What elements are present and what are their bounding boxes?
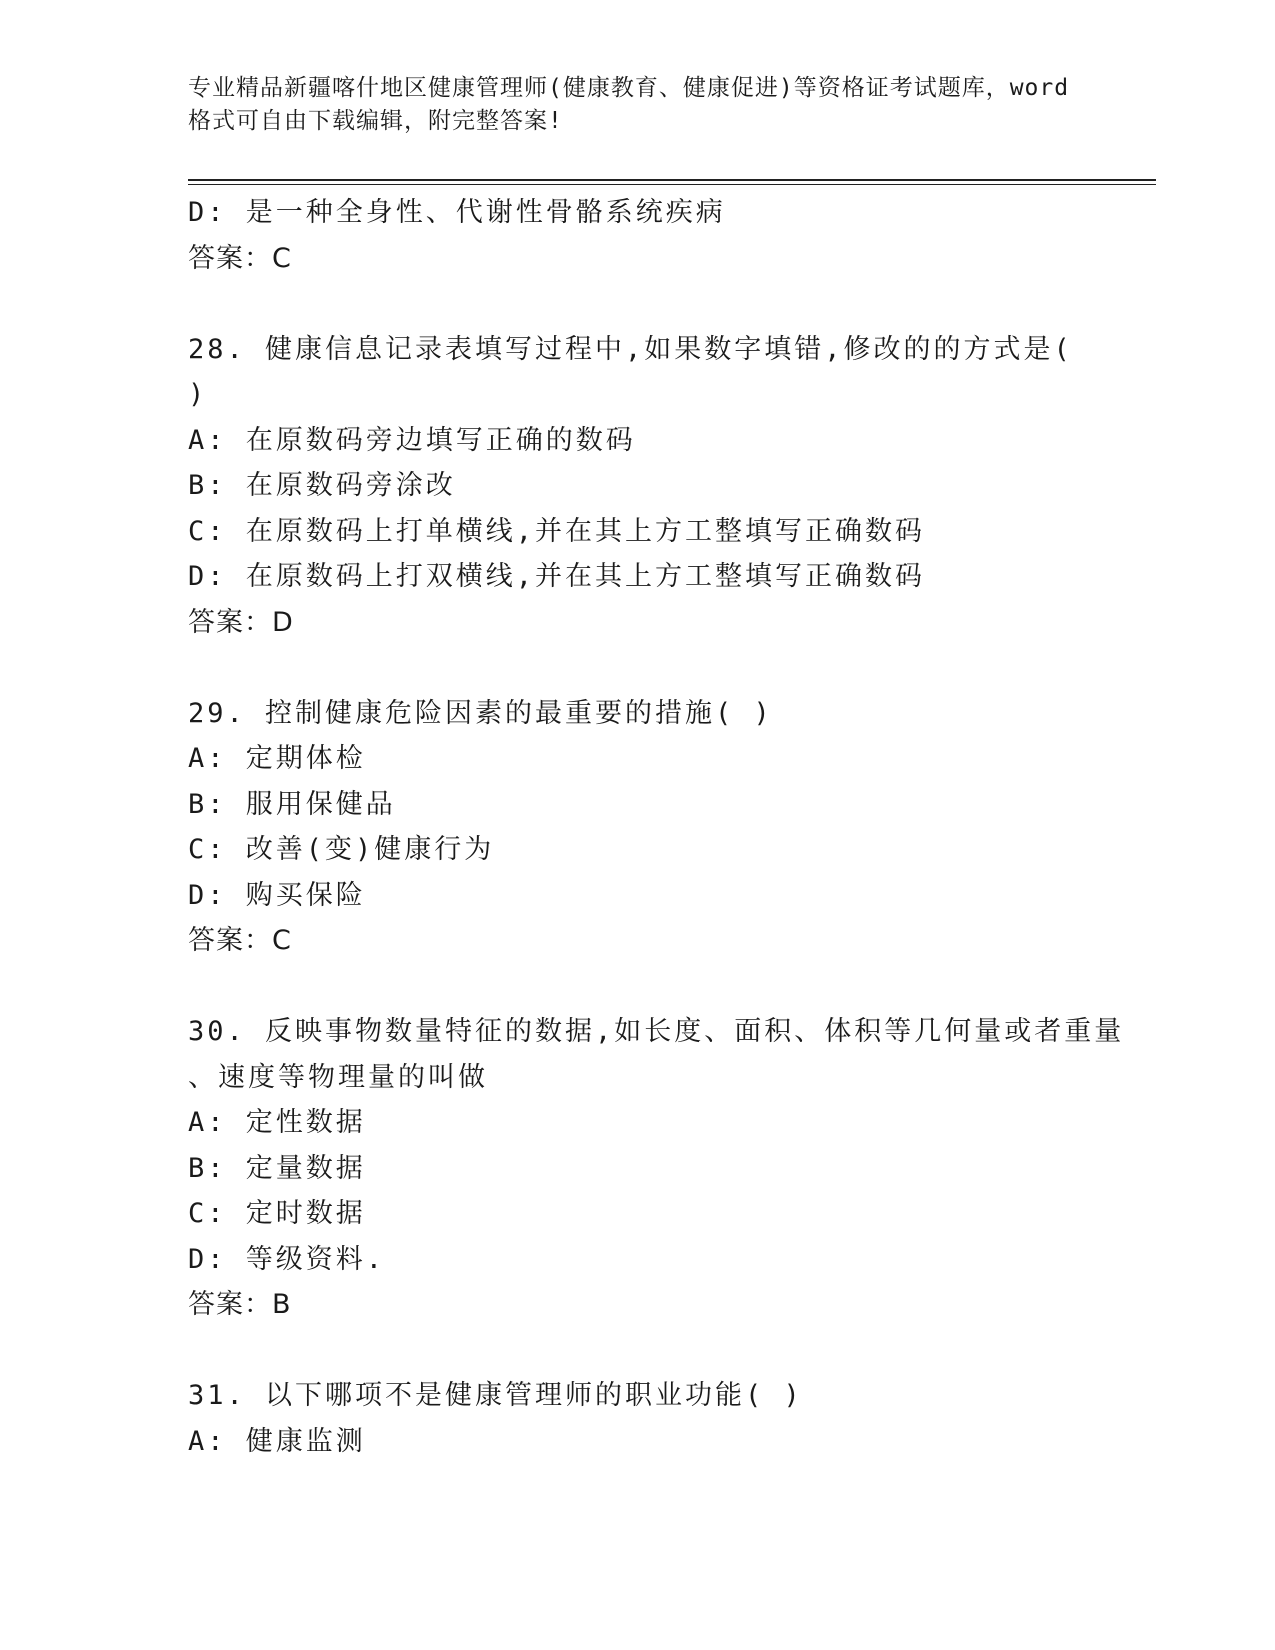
spacer (188, 1328, 1156, 1374)
page-header (188, 72, 1108, 138)
question-27-tail (188, 190, 1156, 281)
option-d: D: 是一种全身性、代谢性骨骼系统疾病 (188, 197, 726, 228)
question-28 (188, 327, 1156, 646)
option-a: A: 定期体检 (188, 743, 366, 774)
question-stem: 31. 以下哪项不是健康管理师的职业功能( ) (188, 1380, 803, 1411)
spacer (188, 645, 1156, 691)
option-d: D: 在原数码上打双横线,并在其上方工整填写正确数码 (188, 561, 926, 592)
header-divider-thick (188, 179, 1156, 181)
question-stem: 30. 反映事物数量特征的数据,如长度、面积、体积等几何量或者重量 (188, 1016, 1125, 1047)
option-d: D: 购买保险 (188, 879, 366, 911)
answer-line: 答案：C (188, 925, 292, 956)
header-line-1: 专业精品新疆喀什地区健康管理师(健康教育、健康促进)等资格证考试题库，word (188, 75, 1070, 101)
question-29 (188, 691, 1156, 964)
answer-line: 答案：C (188, 242, 292, 274)
question-30 (188, 1009, 1156, 1328)
option-c: C: 定时数据 (188, 1198, 366, 1229)
question-stem: 29. 控制健康危险因素的最重要的措施( ) (188, 697, 773, 729)
question-list (188, 190, 1156, 1464)
header-line-2: 格式可自由下载编辑，附完整答案! (188, 108, 563, 134)
option-c: C: 在原数码上打单横线,并在其上方工整填写正确数码 (188, 515, 926, 547)
option-a: A: 定性数据 (188, 1107, 366, 1138)
spacer (188, 964, 1156, 1010)
question-stem-continued: 、速度等物理量的叫做 (188, 1061, 488, 1093)
answer-line: 答案：B (188, 1289, 292, 1320)
header-divider-thin (188, 184, 1156, 185)
option-c: C: 改善(变)健康行为 (188, 834, 495, 865)
option-b: B: 定量数据 (188, 1152, 366, 1184)
spacer (188, 281, 1156, 327)
question-31 (188, 1373, 1156, 1464)
option-a: A: 在原数码旁边填写正确的数码 (188, 424, 636, 456)
question-stem: 28. 健康信息记录表填写过程中,如果数字填错,修改的的方式是( (188, 333, 1073, 365)
option-b: B: 服用保健品 (188, 788, 396, 820)
option-b: B: 在原数码旁涂改 (188, 470, 456, 501)
answer-line: 答案：D (188, 606, 294, 638)
option-d: D: 等级资料. (188, 1243, 386, 1275)
question-stem-continued: ) (188, 379, 208, 410)
option-a: A: 健康监测 (188, 1425, 366, 1457)
